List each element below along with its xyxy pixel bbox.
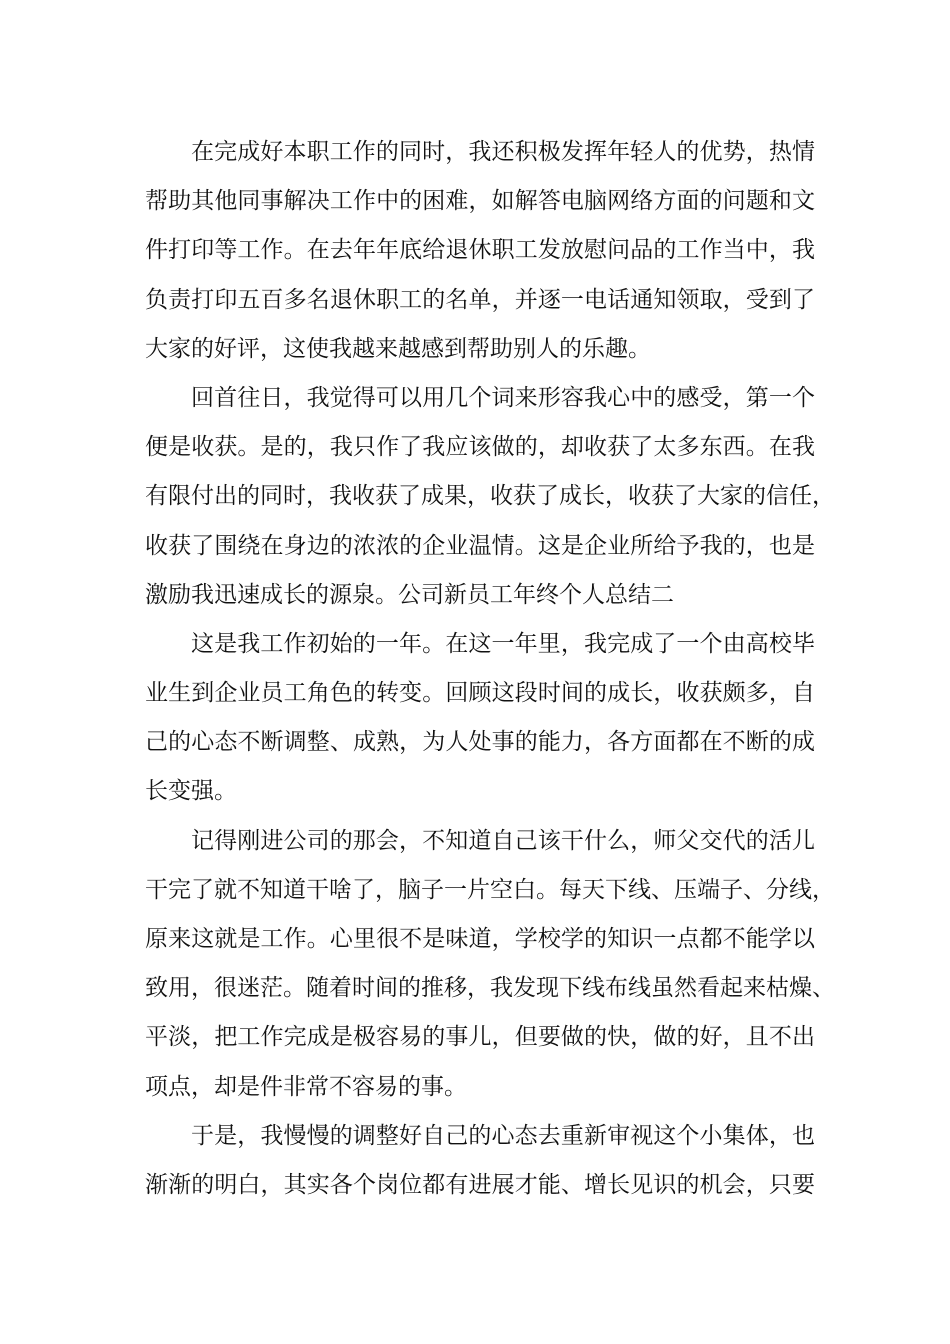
paragraph-2-line-4: 收获了围绕在身边的浓浓的企业温情。这是企业所给予我的，也是 xyxy=(145,532,815,559)
document-body xyxy=(145,128,835,1210)
paragraph-3-line-1: 这是我工作初始的一年。在这一年里，我完成了一个由高校毕 xyxy=(191,630,815,657)
paragraph-4-line-6: 项点，却是件非常不容易的事。 xyxy=(145,1073,467,1100)
paragraph-3-line-4: 长变强。 xyxy=(145,778,237,805)
paragraph-4-line-2: 干完了就不知道干啥了，脑子一片空白。每天下线、压端子、分线， xyxy=(145,876,835,903)
paragraph-3-line-3: 己的心态不断调整、成熟，为人处事的能力，各方面都在不断的成 xyxy=(145,729,815,756)
paragraph-2-line-3: 有限付出的同时，我收获了成果，收获了成长，收获了大家的信任， xyxy=(145,483,835,510)
paragraph-1-line-2: 帮助其他同事解决工作中的困难，如解答电脑网络方面的问题和文 xyxy=(145,188,815,215)
paragraph-4-line-5: 平淡，把工作完成是极容易的事儿，但要做的快，做的好，且不出 xyxy=(145,1024,815,1051)
paragraph-5-line-2: 渐渐的明白，其实各个岗位都有进展才能、增长见识的机会，只要 xyxy=(145,1171,815,1198)
paragraph-2-line-1: 回首往日，我觉得可以用几个词来形容我心中的感受，第一个 xyxy=(191,384,815,411)
paragraph-1-line-1: 在完成好本职工作的同时，我还积极发挥年轻人的优势，热情 xyxy=(191,139,815,165)
paragraph-5-line-1: 于是，我慢慢的调整好自己的心态去重新审视这个小集体，也 xyxy=(191,1122,815,1149)
paragraph-2-line-2: 便是收获。是的，我只作了我应该做的，却收获了太多东西。在我 xyxy=(145,434,815,461)
paragraph-4-line-3: 原来这就是工作。心里很不是味道，学校学的知识一点都不能学以 xyxy=(145,926,815,952)
paragraph-1-line-5: 大家的好评，这使我越来越感到帮助别人的乐趣。 xyxy=(145,335,651,362)
paragraph-4-line-4: 致用，很迷茫。随着时间的推移，我发现下线布线虽然看起来枯燥、 xyxy=(145,975,835,1002)
paragraph-1-line-4: 负责打印五百多名退休职工的名单，并逐一电话通知领取，受到了 xyxy=(145,286,815,313)
paragraph-4-line-1: 记得刚进公司的那会，不知道自己该干什么，师父交代的活儿 xyxy=(191,827,815,854)
paragraph-3-line-2: 业生到企业员工角色的转变。回顾这段时间的成长，收获颇多，自 xyxy=(145,680,815,707)
paragraph-1-line-3: 件打印等工作。在去年年底给退休职工发放慰问品的工作当中，我 xyxy=(145,237,815,264)
paragraph-2-line-5: 激励我迅速成长的源泉。公司新员工年终个人总结二 xyxy=(145,581,674,608)
